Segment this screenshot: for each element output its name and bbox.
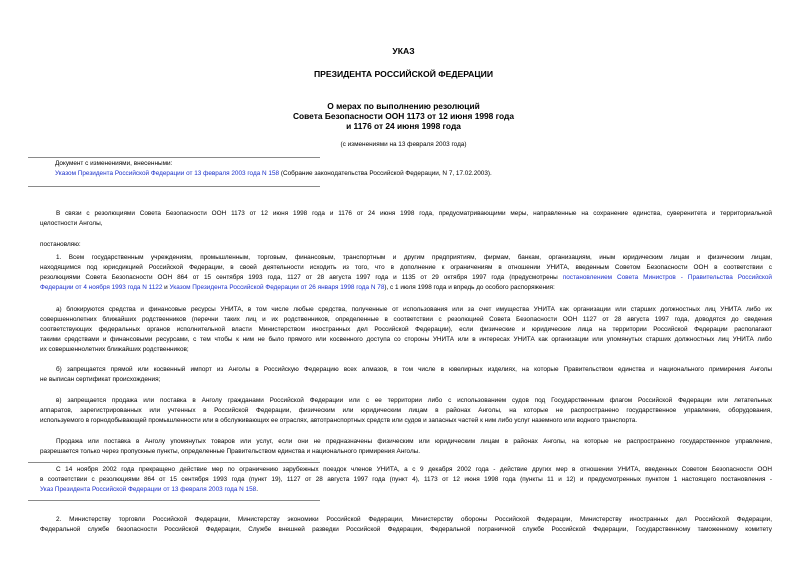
p1-line-4-and: и — [162, 284, 170, 291]
pa-line-4: такими средствами и финансовыми ресурсами, с тем чтобы к ним не было прямого или косвенного доступа со стороны УНИТА или в интересах УНИТА как организации или упомянутых старших должностных лиц УНИТА либо — [40, 336, 772, 343]
pb-line-2: не выписан сертификат происхождения; — [40, 376, 161, 383]
amendment-source: (Собрание законодательства Российской Федерации, N 7, 17.02.2003). — [279, 170, 492, 177]
decree-78-link[interactable]: Указом Президента Российской Федерации от 26 января 1998 года N 78 — [169, 284, 385, 291]
doc-title-president: ПРЕЗИДЕНТА РОССИЙСКОЙ ФЕДЕРАЦИИ — [313, 69, 494, 79]
p1-line-3-text: резолюциями Совета Безопасности ООН 864 от 15 сентября 1993 года, 1127 от 28 августа 1997 года и 1135 от 29 октября 1997 года (предусмотрены — [40, 274, 563, 281]
pc-line-3: используемого в горнодобывающей промышленности или в обслуживающих ее отраслях, автотранспортных средств или судов и запасных частей к ним либо услуг наземного или водного транспорта. — [40, 417, 638, 424]
pd-line-1: Продажа или поставка в Анголу упомянутых товаров или услуг, если они не предназначены физическим или юридическим лицам в районах Анголы, на которые не распространено государственное управление, — [56, 438, 772, 445]
doc-subtitle-line-3: и 1176 от 24 июня 1998 года — [346, 121, 461, 131]
doc-subtitle-line-2: Совета Безопасности ООН 1173 от 12 июня 1998 года — [292, 111, 515, 121]
decree-word: постановляю: — [40, 241, 81, 248]
p1-line-4-end: ), с 1 июля 1998 года и впредь до особого распоряжения: — [384, 284, 555, 291]
intro-line-1: В связи с резолюциями Совета Безопасности ООН 1173 от 12 июня 1998 года и 1176 от 24 июня 1998 года, предусматривающими меры, направленные на сохранение единства, суверенитета и территориальной — [56, 210, 772, 217]
amendment-link[interactable]: Указом Президента Российской Федерации от 13 февраля 2003 года N 158 — [55, 170, 280, 177]
divider — [28, 157, 320, 158]
government-resolution-link[interactable]: постановлением Совета Министров - Правительства Российской — [562, 274, 772, 281]
pa-line-3: соответствующих федеральных органов исполнительной власти Министерством иностранных дел Российской Федерации), если физические и юридические лица на территории Российской Федерации располагают — [40, 326, 772, 333]
decree-158-link[interactable]: Указ Президента Российской Федерации от 13 февраля 2003 года N 158 — [40, 486, 257, 493]
pa-line-1: а) блокируются средства и финансовые ресурсы УНИТА, в том числе любые средства, полученные от использования или за счет имущества УНИТА как организации или старших должностных лиц УНИТА либо их — [56, 306, 772, 313]
divider — [28, 462, 320, 463]
divider — [28, 500, 320, 501]
amendment-note-line — [55, 170, 492, 178]
amendment-note-label: Документ с изменениями, внесенными: — [55, 160, 173, 167]
pb-line-1: б) запрещается прямой или косвенный импорт из Анголы в Российскую Федерацию всех алмазов, в том числе в ювелирных изделиях, на которые Правительством единства и национального примирения Анголы — [56, 366, 772, 373]
divider — [28, 186, 320, 187]
pa-line-2: совершеннолетних ближайших родственников (перечни таких лиц и их родственников, определенные в соответствии с резолюцией Совета Безопасности ООН 1127 от 28 августа 1997 года, доводятся до сведения — [40, 316, 772, 323]
p1-line-2: находящимся под юрисдикцией Российской Федерации, в своей деятельности исходить из того, что в дополнение к ограничениям в отношении УНИТА, введенным Советом Безопасности ООН в соответствии с — [40, 264, 772, 271]
pe-line-2: в соответствии с резолюциями 864 от 15 сентября 1993 года (пункт 19), 1127 от 28 августа 1997 года (пункт 4), 1173 от 12 июня 1998 года (пункты 11 и 12) и предусмотренных пунктом 1 настоящего постановления - — [40, 476, 772, 483]
pe-line-3-end: . — [256, 486, 258, 493]
doc-subtitle-line-1: О мерах по выполнению резолюций — [327, 101, 480, 111]
p1-line-4 — [40, 284, 555, 292]
p2-line-1: 2. Министерству торговли Российской Федерации, Министерству экономики Российской Федерации, Министерству обороны Российской Федерации, Министерству иностранных дел Российской Федерации, — [56, 516, 772, 523]
pe-line-3 — [40, 486, 258, 494]
pc-line-1: в) запрещается продажа или поставка в Анголу гражданами Российской Федерации или с ее территории либо с использованием судов под Государственным флагом Российской Федерации или летательных — [56, 397, 772, 404]
p2-line-2: Федеральной службе безопасности Российской Федерации, Службе внешней разведки Российской Федерации, Федеральной пограничной службе Российской Федерации, Государственному таможенному комитету — [40, 526, 772, 533]
intro-line-2: целостности Анголы, — [40, 220, 103, 227]
edition-note: (с изменениями на 13 февраля 2003 года) — [340, 141, 467, 148]
doc-title-ukaz: УКАЗ — [392, 46, 415, 56]
p1-line-1: 1. Всем государственным учреждениям, промышленным, торговым, финансовым, транспортным и другим предприятиям, фирмам, банкам, организациям, иным юридическим лицам и физическим лицам, — [56, 254, 772, 261]
pd-line-2: разрешается только через пропускные пункты, определенные Правительством единства и национального примирения Анголы. — [40, 448, 421, 455]
pc-line-2: аппаратов, зарегистрированных или учтенных в Российской Федерации, физическим или юридическим лицам в районах Анголы, на которые не распространено государственное управление, оборудования, — [40, 407, 772, 414]
pa-line-5: их совершеннолетних ближайших родственников; — [40, 346, 189, 353]
pe-line-1: С 14 ноября 2002 года прекращено действие мер по ограничению зарубежных поездок членов УНИТА, а с 9 декабря 2002 года - действие других мер в отношении УНИТА, введенных Советом Безопасности ООН — [56, 466, 772, 473]
p1-line-3 — [40, 274, 772, 282]
government-resolution-link-cont[interactable]: Федерации от 4 ноября 1993 года N 1122 — [40, 284, 163, 291]
